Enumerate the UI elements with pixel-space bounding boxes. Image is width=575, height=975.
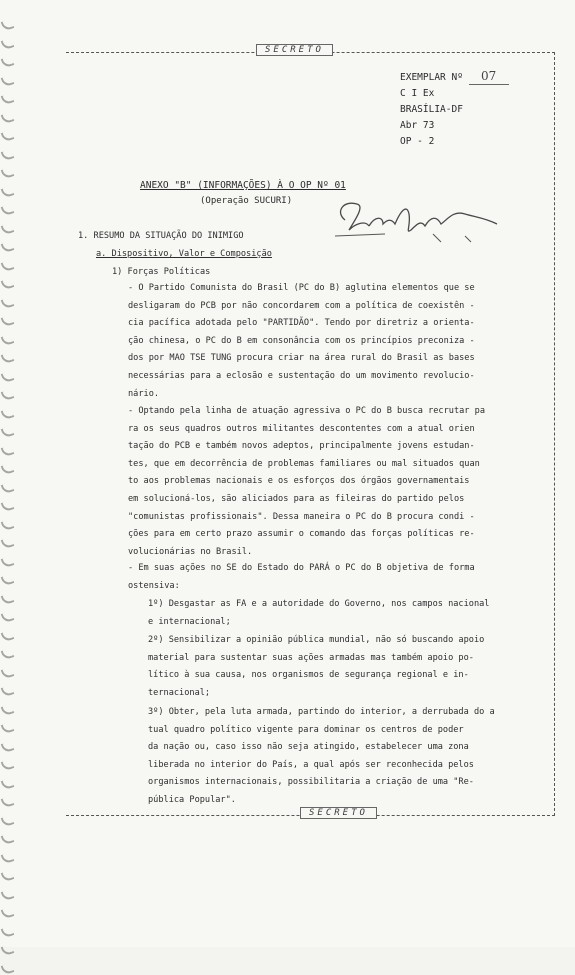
document-subtitle: (Operação SUCURI) bbox=[200, 196, 293, 206]
text-line: 1º) Desgastar as FA e a autoridade do Governo, nos campos nacional bbox=[148, 599, 490, 609]
exemplar-line bbox=[400, 68, 509, 86]
binding-ring bbox=[1, 444, 15, 457]
binding-ring bbox=[1, 296, 15, 309]
text-line: volucionárias no Brasil. bbox=[128, 546, 253, 557]
binding-ring bbox=[1, 943, 15, 956]
binding-ring bbox=[1, 536, 15, 549]
binding-ring bbox=[1, 481, 15, 494]
binding-ring bbox=[1, 37, 15, 50]
binding-ring bbox=[1, 407, 15, 420]
numbered-item-1 bbox=[148, 596, 558, 631]
exemplar-number: 07 bbox=[469, 68, 509, 85]
classification-stamp-bottom: SECRETO bbox=[300, 807, 377, 819]
text-line: ternacional; bbox=[148, 687, 211, 698]
text-line: ção chinesa, o PC do B em consonância com os princípios preconiza - bbox=[128, 335, 475, 346]
section-heading-1a-text: a. Dispositivo, Valor e Composição bbox=[96, 249, 272, 259]
text-line: tes, que em decorrência de problemas familiares ou mal situados quan bbox=[128, 458, 480, 469]
text-line: "comunistas profissionais". Dessa maneira o PC do B procura condi - bbox=[128, 511, 475, 522]
text-line: nário. bbox=[128, 388, 160, 399]
binding-ring bbox=[1, 629, 15, 642]
section-heading-1a1: 1) Forças Políticas bbox=[112, 267, 211, 277]
binding-ring bbox=[1, 277, 15, 290]
binding-ring bbox=[1, 721, 15, 734]
binding-ring bbox=[1, 55, 15, 68]
text-line: pública Popular". bbox=[148, 794, 236, 805]
binding-ring bbox=[1, 555, 15, 568]
binding-ring bbox=[1, 647, 15, 660]
text-line: ostensiva: bbox=[128, 580, 180, 591]
section-heading-1: 1. RESUMO DA SITUAÇÃO DO INIMIGO bbox=[78, 231, 244, 241]
binding-ring bbox=[1, 518, 15, 531]
text-line: 2º) Sensibilizar a opinião pública mundial, não só buscando apoio bbox=[148, 635, 485, 645]
op-line: OP - 2 bbox=[400, 136, 435, 147]
binding-ring bbox=[1, 684, 15, 697]
text-line: ra os seus quadros outros militantes descontentes com a atual orien bbox=[128, 423, 475, 434]
binding-ring bbox=[1, 832, 15, 845]
binding-ring bbox=[1, 499, 15, 512]
binding-ring bbox=[1, 462, 15, 475]
binding-ring bbox=[1, 18, 15, 31]
binding-ring bbox=[1, 777, 15, 790]
binding-ring bbox=[1, 222, 15, 235]
binding-ring bbox=[1, 166, 15, 179]
text-line: - O Partido Comunista do Brasil (PC do B) aglutina elementos que se bbox=[128, 283, 475, 293]
binding-ring bbox=[1, 370, 15, 383]
binding-ring bbox=[1, 740, 15, 753]
binding-ring bbox=[1, 888, 15, 901]
binding-ring bbox=[1, 203, 15, 216]
text-line: cia pacífica adotada pelo "PARTIDÃO". Tendo por diretriz a orienta- bbox=[128, 318, 475, 329]
place-line: BRASÍLIA-DF bbox=[400, 104, 463, 115]
binding-ring bbox=[1, 592, 15, 605]
section-heading-1a bbox=[96, 246, 272, 264]
binding-ring bbox=[1, 906, 15, 919]
numbered-item-3 bbox=[148, 704, 558, 810]
binding-ring bbox=[1, 869, 15, 882]
binding-ring bbox=[1, 148, 15, 161]
binding-ring bbox=[1, 333, 15, 346]
binding-ring bbox=[1, 795, 15, 808]
org-line: C I Ex bbox=[400, 88, 435, 99]
binding-ring bbox=[1, 703, 15, 716]
binding-ring bbox=[1, 666, 15, 679]
binding-ring bbox=[1, 425, 15, 438]
handwritten-signature bbox=[325, 190, 515, 250]
document-title: ANEXO "B" (INFORMAÇÕES) À O OP Nº 01 bbox=[140, 180, 346, 191]
binding-ring bbox=[1, 962, 15, 975]
text-line: to aos problemas nacionais e os esforços dos órgãos governamentais bbox=[128, 476, 470, 487]
binding-ring bbox=[1, 758, 15, 771]
binding-ring bbox=[1, 851, 15, 864]
text-line: dos por MAO TSE TUNG procura criar na área rural do Brasil as bases bbox=[128, 353, 475, 364]
binding-ring bbox=[1, 240, 15, 253]
paragraph-3 bbox=[128, 560, 558, 595]
binding-ring bbox=[1, 185, 15, 198]
spiral-binding bbox=[2, 20, 18, 920]
binding-ring bbox=[1, 814, 15, 827]
text-line: - Em suas ações no SE do Estado do PARÁ o PC do B objetiva de forma bbox=[128, 563, 475, 573]
classification-stamp-top: SECRETO bbox=[256, 44, 333, 56]
document-metadata bbox=[400, 68, 509, 150]
text-line: da nação ou, caso isso não seja atingido, estabelecer uma zona bbox=[148, 742, 469, 753]
text-line: liberada no interior do País, a qual após ser reconhecida pelos bbox=[148, 759, 474, 770]
binding-ring bbox=[1, 573, 15, 586]
binding-ring bbox=[1, 610, 15, 623]
text-line: e internacional; bbox=[148, 616, 231, 627]
exemplar-label: EXEMPLAR Nº bbox=[400, 72, 463, 83]
text-line: ções para em certo prazo assumir o comando das forças políticas re- bbox=[128, 529, 475, 540]
text-line: material para sustentar suas ações armadas mas também apoio po- bbox=[148, 652, 474, 663]
binding-ring bbox=[1, 92, 15, 105]
text-line: 3º) Obter, pela luta armada, partindo do interior, a derrubada do a bbox=[148, 707, 495, 717]
text-line: - Optando pela linha de atuação agressiva o PC do B busca recrutar pa bbox=[128, 406, 485, 416]
text-line: lítico à sua causa, nos organismos de segurança regional e in- bbox=[148, 670, 469, 681]
binding-ring bbox=[1, 388, 15, 401]
binding-ring bbox=[1, 129, 15, 142]
text-line: em solucioná-los, são aliciados para as fileiras do partido pelos bbox=[128, 493, 465, 504]
binding-ring bbox=[1, 74, 15, 87]
binding-ring bbox=[1, 314, 15, 327]
binding-ring bbox=[1, 111, 15, 124]
text-line: tual quadro político vigente para dominar os centros de poder bbox=[148, 724, 464, 735]
text-line: organismos internacionais, possibilitaria a criação de uma "Re- bbox=[148, 777, 474, 788]
date-line: Abr 73 bbox=[400, 120, 435, 131]
text-line: desligaram do PCB por não concordarem com a política de coexistên - bbox=[128, 300, 475, 311]
text-line: tação do PCB e também novos adeptos, principalmente jovens estudan- bbox=[128, 441, 475, 452]
paragraph-2 bbox=[128, 403, 558, 561]
numbered-item-2 bbox=[148, 632, 558, 702]
binding-ring bbox=[1, 925, 15, 938]
text-line: necessárias para a eclosão e sustentação do um movimento revolucio- bbox=[128, 370, 475, 381]
binding-ring bbox=[1, 351, 15, 364]
binding-ring bbox=[1, 259, 15, 272]
paragraph-1 bbox=[128, 280, 558, 403]
